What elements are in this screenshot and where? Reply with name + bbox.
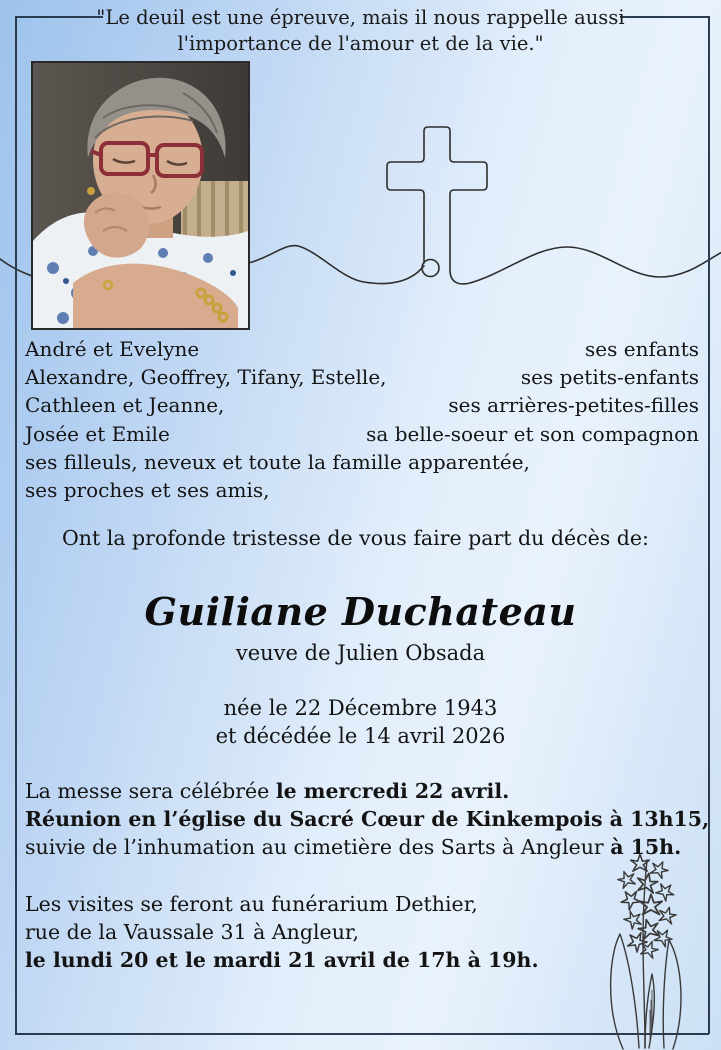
memorial-quote (0, 5, 721, 57)
deceased-name: Guiliane Duchateau (144, 589, 577, 634)
visits-details (25, 890, 539, 974)
family-row (25, 391, 699, 419)
family-names: Alexandre, Geoffrey, Tifany, Estelle, (25, 365, 387, 390)
frame-border-right (708, 16, 710, 1034)
visits-line-3: le lundi 20 et le mardi 21 avril de 17h à 19h. (25, 948, 539, 972)
portrait-photo (31, 61, 250, 330)
ceremony-details (25, 777, 709, 861)
family-relation: ses enfants (585, 337, 699, 361)
hyacinth-flower-icon (585, 850, 703, 1050)
family-row (25, 476, 699, 504)
ceremony-line-3-text: suivie de l’inhumation au cimetière des Sarts à Angleur (25, 835, 611, 859)
family-names: Cathleen et Jeanne, (25, 393, 225, 418)
quote-line-2: l'importance de l'amour et de la vie." (177, 32, 544, 55)
family-row (25, 363, 699, 391)
widow-of-line: veuve de Julien Obsada (235, 641, 486, 665)
portrait-illustration (33, 63, 248, 328)
announcement-line: Ont la profonde tristesse de vous faire part du décès de: (62, 526, 649, 550)
family-names: André et Evelyne (25, 337, 200, 361)
quote-line-1: "Le deuil est une épreuve, mais il nous rappelle aussi (96, 6, 625, 29)
ceremony-line-1-bold: le mercredi 22 avril. (275, 779, 510, 803)
ceremony-line-3-bold: à 15h. (610, 835, 682, 859)
family-row (25, 335, 699, 363)
family-relation: ses petits-enfants (520, 365, 699, 390)
birth-date: née le 22 Décembre 1943 (223, 696, 498, 720)
birth-death-dates (0, 694, 721, 750)
visits-line-1: Les visites se feront au funérarium Dethier, (25, 892, 478, 916)
ceremony-line-2: Réunion en l’église du Sacré Cœur de Kinkempois à 13h15, (25, 807, 710, 831)
frame-border-left (15, 16, 17, 1034)
family-relation: ses arrières-petites-filles (448, 393, 699, 418)
family-names: ses filleuls, neveux et toute la famille apparentée, (25, 449, 530, 474)
family-names: Josée et Emile (25, 421, 170, 446)
family-list (25, 335, 699, 504)
visits-line-2: rue de la Vaussale 31 à Angleur, (25, 920, 359, 944)
ceremony-line-1 (25, 777, 709, 805)
family-row (25, 448, 699, 476)
family-row (25, 420, 699, 448)
death-date: et décédée le 14 avril 2026 (215, 724, 506, 748)
family-relation: sa belle-soeur et son compagnon (366, 421, 699, 446)
family-names: ses proches et ses amis, (25, 478, 270, 503)
ceremony-line-1-text: La messe sera célébrée (25, 779, 276, 803)
